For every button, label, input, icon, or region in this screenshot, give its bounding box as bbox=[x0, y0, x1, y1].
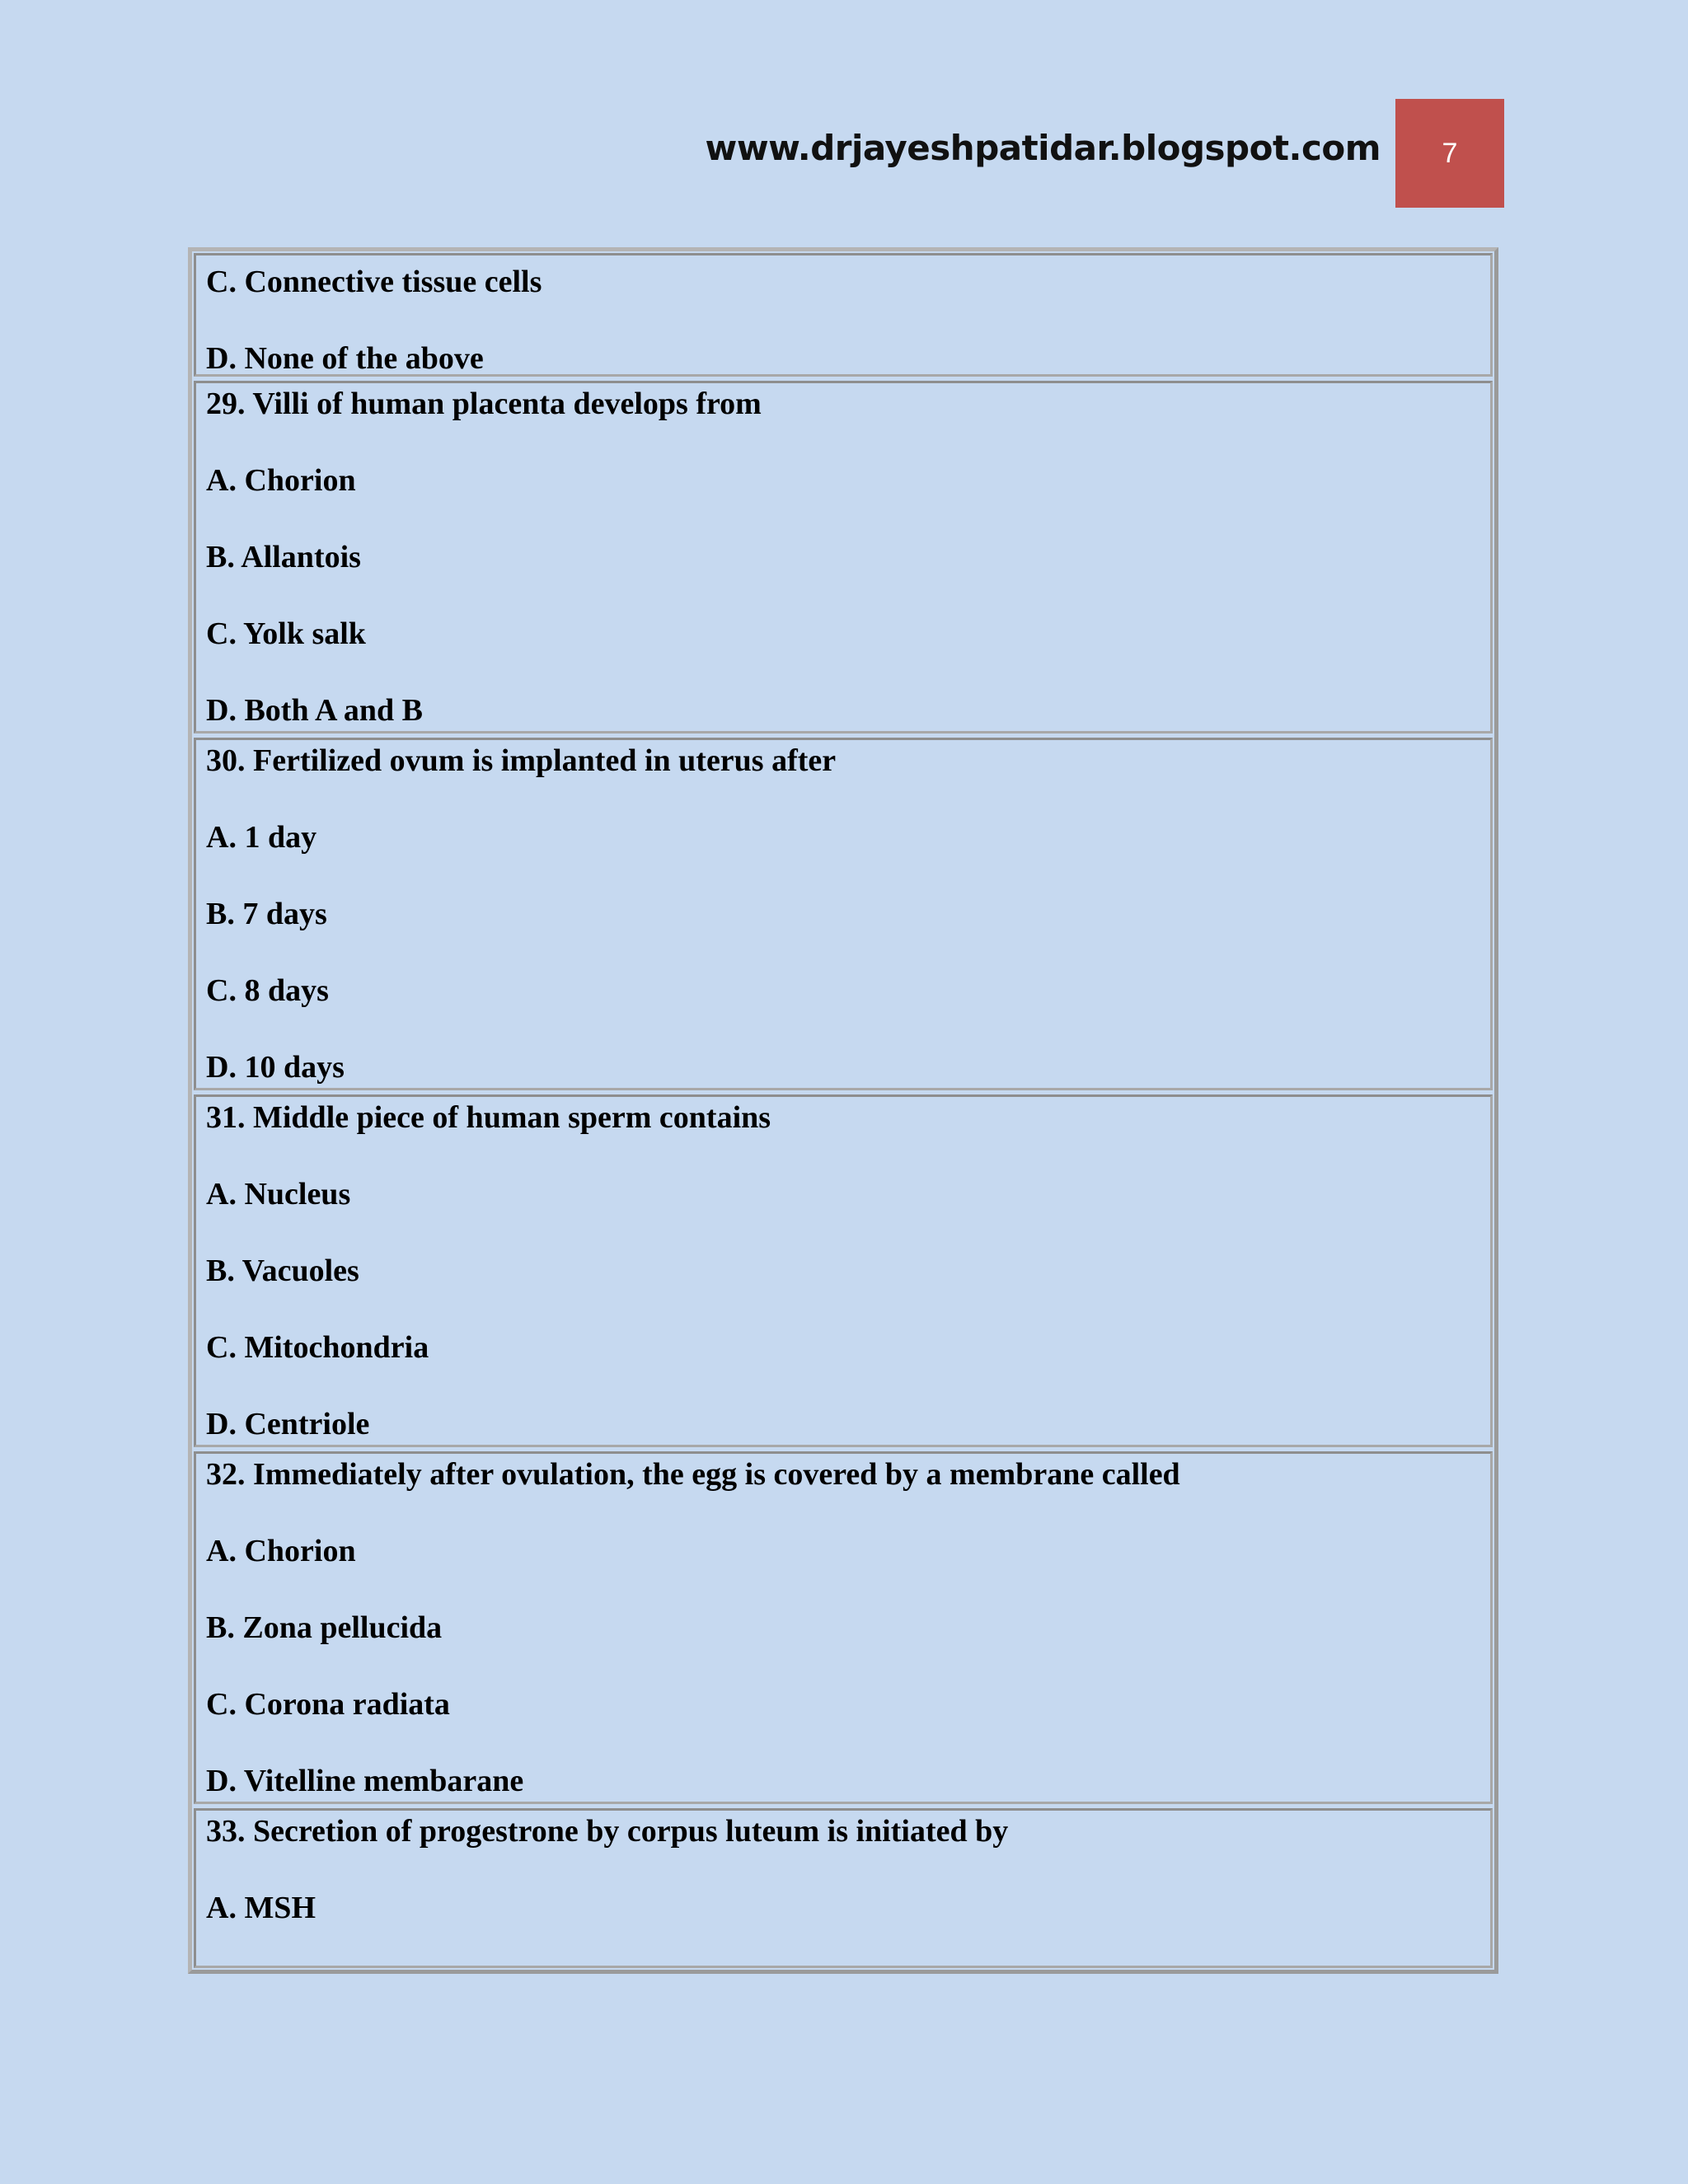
page-number-badge: 7 bbox=[1395, 99, 1504, 208]
mcq-table bbox=[188, 247, 1498, 1974]
question-cell-29 bbox=[194, 381, 1493, 733]
question-text: 29. Villi of human placenta develops from bbox=[206, 387, 762, 421]
option-c: C. Corona radiata bbox=[206, 1687, 450, 1722]
option-a: A. Chorion bbox=[206, 1534, 356, 1568]
option-d: D. Centriole bbox=[206, 1407, 370, 1441]
site-url[interactable]: www.drjayeshpatidar.blogspot.com bbox=[705, 128, 1381, 168]
question-cell-33 bbox=[194, 1808, 1493, 1968]
question-cell-31 bbox=[194, 1094, 1493, 1447]
question-text: 33. Secretion of progestrone by corpus luteum is initiated by bbox=[206, 1814, 1009, 1849]
option-a: A. Chorion bbox=[206, 463, 356, 498]
option-d: D. None of the above bbox=[206, 341, 484, 376]
question-cell-32 bbox=[194, 1451, 1493, 1804]
option-b: B. Zona pellucida bbox=[206, 1610, 443, 1645]
option-c: C. Connective tissue cells bbox=[206, 265, 542, 299]
question-text: 32. Immediately after ovulation, the egg is covered by a membrane called bbox=[206, 1457, 1180, 1492]
option-a: A. MSH bbox=[206, 1891, 316, 1925]
option-b: B. Allantois bbox=[206, 540, 361, 574]
option-d: D. Vitelline membarane bbox=[206, 1764, 524, 1798]
option-c: C. Mitochondria bbox=[206, 1330, 429, 1365]
option-d: D. 10 days bbox=[206, 1050, 345, 1085]
option-c: C. Yolk salk bbox=[206, 616, 366, 651]
option-b: B. 7 days bbox=[206, 897, 327, 931]
option-c: C. 8 days bbox=[206, 973, 329, 1008]
question-cell-28-continued bbox=[194, 253, 1493, 377]
option-a: A. 1 day bbox=[206, 820, 317, 855]
question-text: 30. Fertilized ovum is implanted in uterus after bbox=[206, 743, 837, 778]
option-d: D. Both A and B bbox=[206, 693, 423, 728]
option-b: B. Vacuoles bbox=[206, 1254, 359, 1288]
question-cell-30 bbox=[194, 738, 1493, 1090]
question-text: 31. Middle piece of human sperm contains bbox=[206, 1100, 771, 1135]
option-a: A. Nucleus bbox=[206, 1177, 351, 1212]
